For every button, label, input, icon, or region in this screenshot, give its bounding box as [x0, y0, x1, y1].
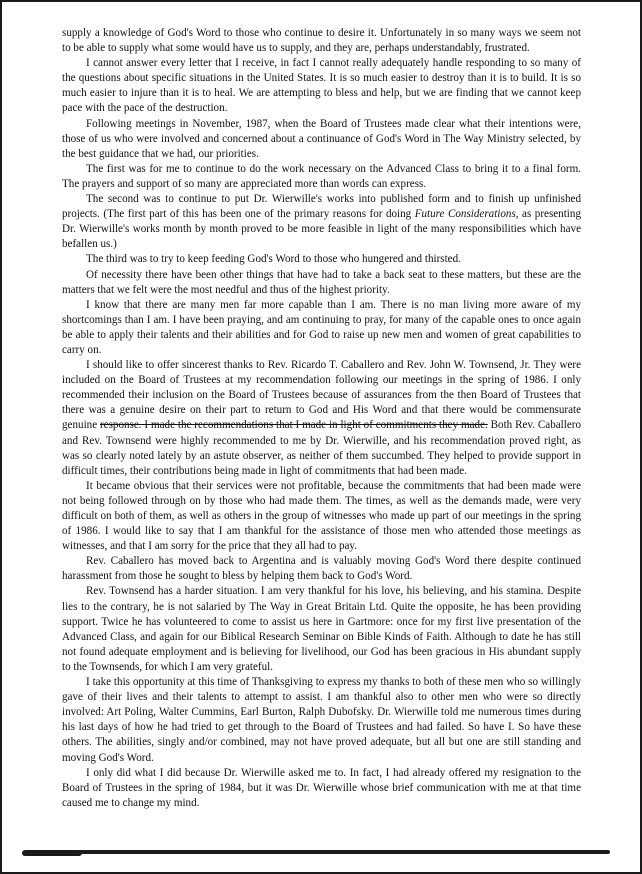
- document-body: [62, 26, 581, 811]
- paragraph-1: supply a knowledge of God's Word to those who continue to desire it. Unfortunately in so many ways we seem not to be able to supply what some would have us to supply, and they are, perhaps understandably, frustrated.: [62, 27, 581, 55]
- paragraph-9: [62, 358, 581, 479]
- paragraph-7: Of necessity there have been other things that have had to take a back seat to these matters, but these are the matters that we felt were the most needful and thus of the highest priority.: [62, 268, 581, 296]
- bottom-rule: [30, 850, 610, 854]
- paragraph-4: The first was for me to continue to do the work necessary on the Advanced Class to bring it to a final form. The prayers and support of so many are appreciated more than words can express.: [62, 162, 581, 190]
- paragraph-2: I cannot answer every letter that I receive, in fact I cannot really adequately handle responding to so many of the questions about specific situations in the United States. It is so much easier to destroy than it is to build. It is so much easier to injure than it is to heal. We are attempting to bless and help, but we are finding that we cannot keep pace with the pace of the destruction.: [62, 57, 581, 115]
- paragraph-14: I only did what I did because Dr. Wierwille asked me to. In fact, I had already offered my resignation to the Board of Trustees in the spring of 1984, but it was Dr. Wierwille whose brief communication with me at that time caused me to change my mind.: [62, 766, 581, 809]
- paragraph-5-part-b: , as presenting Dr. Wierwille's works month by month proved to be more feasible in light of the many responsibilities which have befallen us.): [62, 208, 581, 251]
- paragraph-5: [62, 192, 581, 252]
- struck-through-text: response. I made the recommendations that I made in light of commitments they made.: [99, 419, 488, 432]
- paragraph-8: I know that there are many men far more capable than I am. There is no man living more aware of my shortcomings than I am. I have been praying, and am continuing to pray, for many of the capable ones to once again be able to apply their talents and their abilities and for God to raise up new men and women of great capabilities to carry on.: [62, 298, 581, 356]
- paragraph-5-part-a: The second was to continue to put Dr. Wierwille's works into published form and to finish up unfinished projects. (The first part of this has been one of the primary reasons for doing: [62, 193, 581, 221]
- paragraph-3: Following meetings in November, 1987, when the Board of Trustees made clear what their intentions were, those of us who were involved and concerned about a continuance of God's Word in The Way Ministry selected, by the best guidance that we had, our priorities.: [62, 117, 581, 160]
- paragraph-11: Rev. Caballero has moved back to Argentina and is valuably moving God's Word there despite continued harassment from those he sought to bless by helping them back to God's Word.: [62, 555, 581, 583]
- paragraph-12: Rev. Townsend has a harder situation. I am very thankful for his love, his believing, and his stamina. Despite lies to the contrary, he is not salaried by The Way in Great Britain Ltd. Quite the opposite, he has been providing support. Twice he has volunteered to come to assist us here in Gartmore: once for my first live presentation of the Advanced Class, and again for our Biblical Research Seminar on Bible Kinds of Faith. Although to date he has still not found adequate employment and is believing for livelihood, our God has been gracious in His abundant supply to the Townsends, for which I am very grateful.: [62, 585, 581, 673]
- paragraph-10: It became obvious that their services were not profitable, because the commitments that had been made were not being followed through on by those who had made them. The times, as well as the demands made, were very difficult on both of them, as well as others in the group of witnesses who made up part of our meetings in the spring of 1986. I would like to say that I am thankful for the assistance of those men who attended those meetings as witnesses, and that I am sorry for the price that they all had to pay.: [62, 479, 581, 553]
- paragraph-6: The third was to try to keep feeding God's Word to those who hungered and thirsted.: [86, 253, 461, 266]
- paragraph-9-part-b: Both Rev. Caballero and Rev. Townsend were highly recommended to me by Dr. Wierwille, and his recommendation proved right, as was so clearly noted lately by an astute observer, as neither of them succumbed. They helped to provide support in difficult times, their contributions being made in light of commitments that had been made.: [62, 419, 581, 477]
- paragraph-13: I take this opportunity at this time of Thanksgiving to express my thanks to both of these men who so willingly gave of their lives and their talents to attempt to assist. I am thankful also to other men who were so directly involved: Art Poling, Walter Cummins, Earl Burton, Ralph Dubofsky. Dr. Wierwille told me numerous times during his last days of how he had tried to get through to the Board of Trustees and had failed. So have I. So have these others. The abilities, singly and/or combined, may not have proved adequate, but all but one are still standing and moving God's Word.: [62, 676, 581, 764]
- book-title: Future Considerations: [414, 208, 516, 221]
- paragraph-9-part-a: I should like to offer sincerest thanks to Rev. Ricardo T. Caballero and Rev. John W. Townsend, Jr. They were included on the Board of Trustees at my recommendation following our meetings in the spring of 1986. I only recommended their inclusion on the Board of Trustees because of assurances from the then Board of Trustees that there was a genuine desire on their part to return to God and His Word and that there would be commensurate genuine: [62, 359, 581, 432]
